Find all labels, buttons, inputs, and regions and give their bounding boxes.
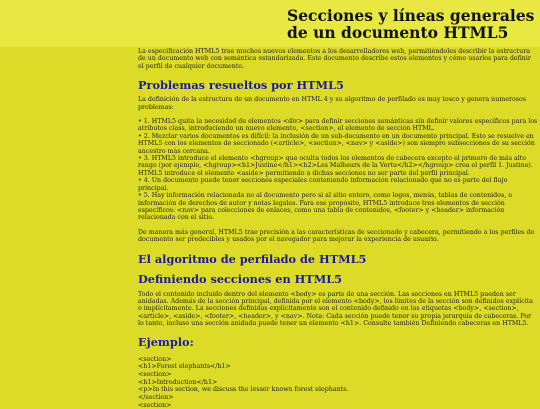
code-line: <section> — [138, 401, 172, 409]
list-item — [138, 170, 538, 177]
main-content — [138, 47, 538, 409]
list-item-text: HTML5 introduce el elemento <aside> permitiendo a dichas secciones no ser parte del perfil principal. — [138, 169, 470, 177]
section-heading-example: Ejemplo: — [138, 334, 194, 349]
problems-list — [138, 118, 538, 222]
list-item: • 3. HTML5 introduce el elemento <hgroup> que oculta todos los elementos de cabecera excepto el primero de más alto rango (por ejemplo, <hgroup><h1>Justine</h1><h2>Les Malheurs de la Vertu</h2></hgroup> crea el perfil 1. Justine). — [138, 155, 533, 170]
code-example — [138, 356, 538, 409]
page-title: Secciones y líneas generales de un documento HTML5 — [287, 6, 535, 42]
list-item-text: 4. Un documento puede tener secciones especiales conteniendo información relacionado que no es parte del flujo principal. — [138, 177, 508, 192]
intro-paragraph: La especificación HTML5 trae muchos nuevos elementos a los desarrolladores web, permitiéndoles describir la estructura de un documento web con semántica estandarizada. Este documento describe estos elementos y cómo usarlos para definir el perfil de cualquier documento. — [138, 48, 531, 70]
section-heading-algorithm: El algoritmo de perfilado de HTML5 — [138, 251, 367, 266]
list-item-text: 3. HTML5 introduce el elemento <hgroup> que oculta todos los elementos de cabecera excepto el primero de más alto rango (por ejemplo, <hgroup><h1>Justine</h1><h2>Les Malheurs de la Vertu</h2></hgroup> crea el perfil 1. Justine). — [138, 155, 533, 170]
problems-closing: De manera más general, HTML5 trae precisión a las características de seccionado y cabecera, permitiendo a los perfiles de documento ser predecibles y usados por el navegador para mejorar la experiencia de usuario. — [138, 228, 535, 244]
code-line: <h1>Introduction</h1> — [138, 378, 218, 386]
list-item: • 1. HTML5 quita la necesidad de elementos <div> para definir secciones semánticas sin definir valores específicos para los atributos class, introduciendo un nuevo elemento, <section>, el elemento de sección HTML. — [138, 118, 538, 133]
list-item-text: 5. Hay información relacionada no al documento pero si al sitio entero, como logos, menús, tablas de contenidos, o información de derechos de autor y notas legales. Para ese propósito, HTML5 introduce tres elementos de sección específicos: <nav> para colecciones de enlaces, como una tabla de contenidos, <footer> y <header> información relacionada con el sitio. — [138, 192, 512, 222]
list-item: • 5. Hay información relacionada no al documento pero si al sitio entero, como logos, menús, tablas de contenidos, o información de derechos de autor y notas legales. Para ese propósito, HTML5 introduce tres elementos de sección específicos: <nav> para colecciones de enlaces, como una tabla de contenidos, <footer> y <header> información relacionada con el sitio. — [138, 192, 512, 222]
code-line: <p>In this section, we discuss the lesser known forest elephants. — [138, 386, 349, 394]
section-heading-defining: Definiendo secciones en HTML5 — [138, 271, 343, 286]
section-heading-problems: Problemas resueltos por HTML5 — [138, 78, 344, 93]
page-header — [0, 0, 540, 47]
list-item: • 2. Mezclar varios documentos es difícil: la inclusión de un sub-documento en un documento principal. Esto se resuelve en HTML5 con los elementos de seccionado (<article>, <section>, <nav> y <aside>) son siempre subsecciones de su sección ancestro más cercana. — [138, 132, 535, 155]
list-item: • 4. Un documento puede tener secciones especiales conteniendo información relacionado que no es parte del flujo principal. — [138, 177, 508, 192]
list-item-text: 2. Mezclar varios documentos es difícil: la inclusión de un sub-documento en un documento principal. Esto se resuelve en HTML5 con los elementos de seccionado (<article>, <section>, <nav> y <aside>) son siempre subsecciones de su sección ancestro más cercana. — [138, 132, 535, 155]
code-line: </section> — [138, 394, 174, 402]
code-line: <section> — [138, 370, 172, 378]
defining-body: Todo el contenido incluido dentro del elemento <body> es parte de una sección. Las secciones en HTML5 pueden ser anidadas. Además de la sección principal, definida por el elemento <body>, los límites de la sección son definidos explícita o implícitamente. La secciones definidas explícitamente son el contenido definido en las etiquetas <body>, <section>, <article>, <aside>, <footer>, <header>, y <nav>. Nota: Cada sección puede tener su propia jerarquía de cabeceras. Por lo tanto, incluso una sección anidada puede tener un elemento <h1>. Consulte también Definiendo cabeceras en HTML5. — [138, 290, 533, 328]
list-item-text: 1. HTML5 quita la necesidad de elementos <div> para definir secciones semánticas sin definir valores específicos para los atributos class, introduciendo un nuevo elemento, <section>, el elemento de sección HTML. — [138, 118, 538, 133]
problems-lead: La definición de la estructura de un documento en HTML 4 y su algoritmo de perfilado es muy tosco y genera numerosos problemas: — [138, 96, 526, 111]
code-line: <h1>Forest elephants</h1> — [138, 363, 231, 371]
code-line: <section> — [138, 355, 172, 363]
